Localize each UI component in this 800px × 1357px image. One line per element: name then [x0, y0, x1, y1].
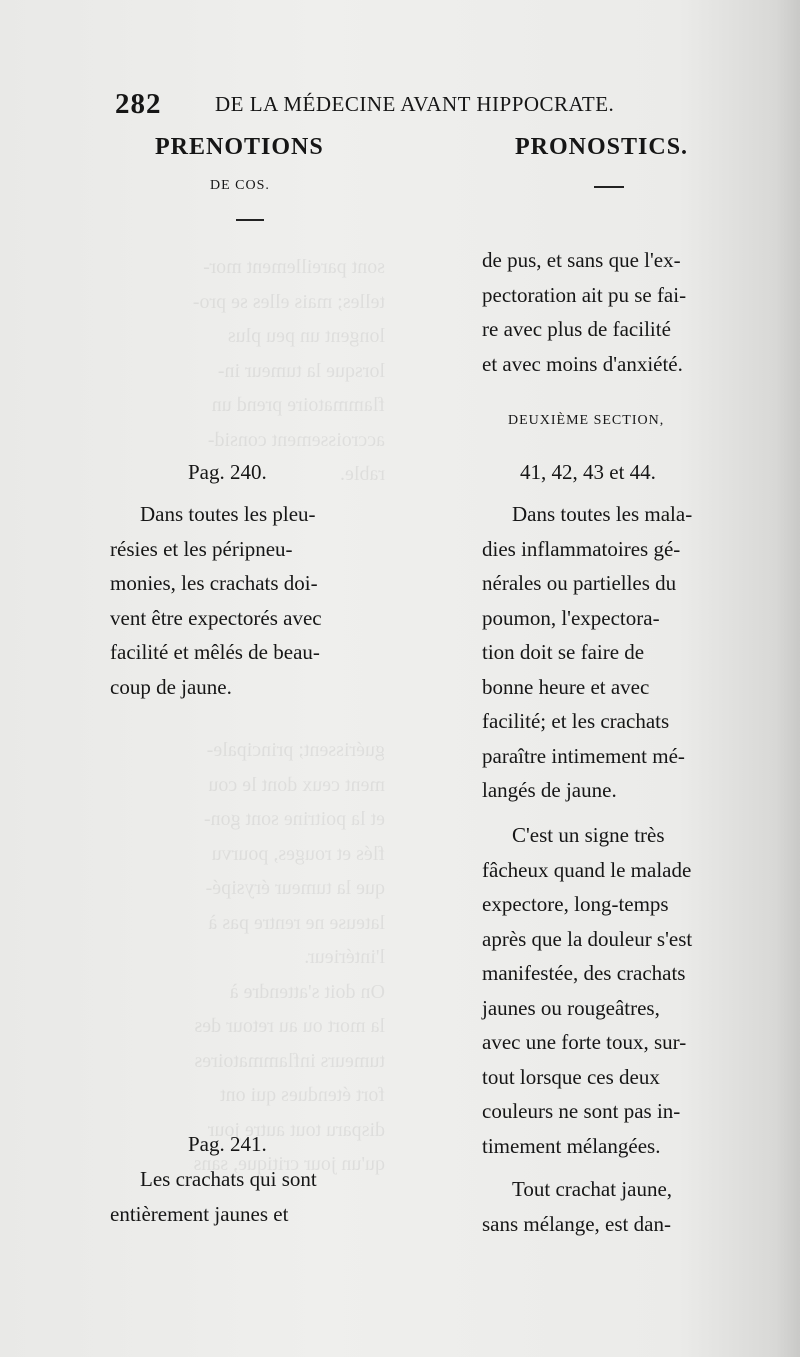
right-paragraph-1 [482, 497, 737, 808]
text-line: Dans toutes les pleu- [140, 502, 316, 526]
text-line: vent être expectorés avec [110, 605, 322, 630]
left-separator [236, 219, 264, 221]
left-paragraph-1 [110, 497, 372, 704]
text-line: résies et les péripneu- [110, 536, 293, 561]
running-title: DE LA MÉDECINE AVANT HIPPOCRATE. [215, 92, 615, 116]
text-line: avec une forte toux, sur- [482, 1030, 687, 1054]
text-line: tout lorsque ces deux [482, 1064, 660, 1089]
text-line: couleurs ne sont pas in- [482, 1099, 681, 1123]
text-line: facilité; et les crachats [482, 709, 670, 733]
text-line: coup de jaune. [110, 674, 232, 699]
right-separator [594, 186, 624, 188]
text-line: et avec moins d'anxiété. [482, 351, 683, 376]
text-line: Les crachats qui sont [140, 1167, 317, 1191]
text-line: après que la douleur s'est [482, 926, 693, 951]
left-ref-1: Pag. 240. [188, 460, 267, 484]
text-line: nérales ou partielles du [482, 571, 677, 595]
text-line: expectore, long-temps [482, 892, 669, 916]
left-column-heading: PRENOTIONS [155, 134, 324, 160]
text-line: C'est un signe très [512, 823, 665, 847]
text-line: sans mélange, est dan- [482, 1211, 671, 1236]
text-line: langés de jaune. [482, 778, 617, 802]
text-line: tion doit se faire de [482, 640, 645, 664]
text-line: pectoration ait pu se fai- [482, 282, 687, 307]
text-line: poumon, l'expectora- [482, 605, 660, 630]
text-line: entièrement jaunes et [110, 1201, 289, 1226]
right-paragraph-3 [482, 1172, 737, 1241]
left-ref-2: Pag. 241. [188, 1132, 267, 1156]
section-title: DEUXIÈME SECTION, [508, 413, 665, 428]
text-line: facilité et mêlés de beau- [110, 640, 320, 664]
text-line: paraître intimement mé- [482, 743, 685, 768]
text-line: timement mélangées. [482, 1133, 661, 1158]
text-line: fâcheux quand le malade [482, 857, 692, 882]
show-through-text: sont pareillement mor- telles; mais elles se pro- longent un peu plus lorsque la tumeur in- flammatoire prend un accroissement consid- rable. guérissent; principale- ment ceux dont le cou et la poitrine sont gon- flés et rouges, pourvu que la tumeur érysipé- lateuse ne rentre pas à l'intérieur. On doit s'attendre à la mort ou au retour des tumeurs inflammatoires fort étendues qui ont disparu tout autre jour qu'un jour critique, sans [192, 256, 385, 1175]
text-line: de pus, et sans que l'ex- [482, 248, 681, 272]
right-paragraph-top [482, 243, 737, 381]
text-line: monies, les crachats doi- [110, 571, 318, 595]
text-line: Dans toutes les mala- [512, 502, 693, 526]
page-number: 282 [115, 88, 162, 120]
text-line: manifestée, des crachats [482, 961, 686, 985]
text-line: bonne heure et avec [482, 674, 650, 699]
running-header [115, 88, 740, 121]
text-line: Tout crachat jaune, [512, 1177, 673, 1201]
text-line: dies inflammatoires gé- [482, 536, 681, 561]
aphorism-numbers: 41, 42, 43 et 44. [520, 460, 656, 484]
left-paragraph-2 [110, 1162, 372, 1231]
right-column-heading: PRONOSTICS. [515, 134, 689, 160]
left-column-subheading: DE COS. [210, 178, 270, 193]
text-line: jaunes ou rougeâtres, [482, 995, 660, 1020]
text-line: re avec plus de facilité [482, 317, 671, 341]
right-paragraph-2 [482, 818, 737, 1163]
